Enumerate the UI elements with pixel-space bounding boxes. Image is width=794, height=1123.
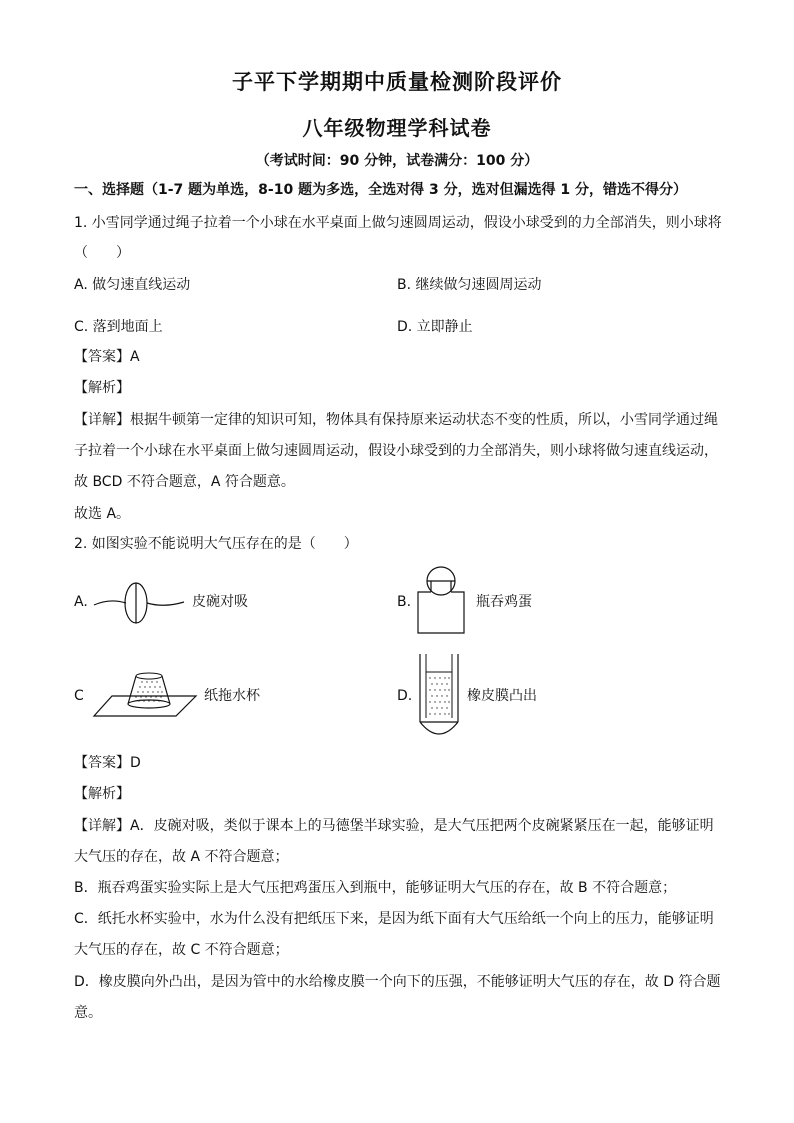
q2-option-c-letter: C [74,688,84,704]
q2-option-a-label: 皮碗对吸 [192,594,248,610]
q2-detail-line5: 大气压的存在，故 C 不符合题意； [74,942,289,958]
bottle-egg-figure [414,563,470,637]
q2-answer-tag: 【答案】 [74,755,130,771]
exam-subtitle: 八年级物理学科试卷 [302,116,492,140]
q1-analysis-tag: 【解析】 [74,380,130,396]
suction-cups-figure [92,578,192,628]
q1-stem-line2: （ ） [74,245,130,261]
q1-answer-tag: 【答案】 [74,349,130,365]
q2-option-b-letter: B. [397,594,412,610]
q1-detail-line1 [74,410,718,430]
q1-detail-line3: 故 BCD 不符合题意，A 符合题意。 [74,474,295,490]
q1-detail-text1: 根据牛顿第一定律的知识可知，物体具有保持原来运动状态不变的性质，所以，小雪同学通过绳 [130,412,718,428]
paper-cup-figure [92,666,198,720]
q2-option-d-letter: D. [397,688,413,704]
q1-detail-tag: 【详解】 [74,412,130,428]
q2-option-d-label: 橡皮膜凸出 [467,688,537,704]
q2-analysis-tag: 【解析】 [74,786,130,802]
q1-detail-line2: 子拉着一个小球在水平桌面上做匀速圆周运动，假设小球受到的力全部消失，则小球将做匀速直线运动， [74,443,718,459]
q2-answer [74,753,141,773]
q2-option-a-letter: A. [74,594,88,610]
q2-detail-text1: A．皮碗对吸，类似于课本上的马德堡半球实验，是大气压把两个皮碗紧紧压在一起，能够证明 [130,818,714,834]
exam-title: 子平下学期期中质量检测阶段评价 [232,70,562,94]
q2-detail-line1 [74,816,714,836]
q2-stem: 2. 如图实验不能说明大气压存在的是（ ） [74,536,358,552]
q2-detail-line6: D．橡皮膜向外凸出，是因为管中的水给橡皮膜一个向下的压强，不能够证明大气压的存在，故 D 符合题 [74,974,721,990]
section-heading: 一、选择题（1-7 题为单选，8-10 题为多选，全选对得 3 分，选对但漏选得 1 分，错选不得分） [74,182,688,198]
exam-info: （考试时间：90 分钟，试卷满分：100 分） [255,153,539,169]
q2-detail-line7: 意。 [74,1005,102,1021]
q2-option-c-label: 纸拖水杯 [204,688,260,704]
q1-stem-line1: 1. 小雪同学通过绳子拉着一个小球在水平桌面上做匀速圆周运动，假设小球受到的力全部消失，则小球将 [74,215,722,231]
membrane-tube-figure [416,652,462,740]
q1-answer-value: A [130,349,140,365]
q2-detail-line2: 大气压的存在，故 A 不符合题意； [74,849,289,865]
q2-detail-line4: C．纸托水杯实验中，水为什么没有把纸压下来，是因为纸下面有大气压给纸一个向上的压力，能够证明 [74,911,714,927]
q1-option-c: C. 落到地面上 [74,319,163,335]
q1-conclusion: 故选 A。 [74,506,131,522]
q2-option-b-label: 瓶吞鸡蛋 [476,594,532,610]
q1-option-d: D. 立即静止 [397,319,473,335]
q1-answer [74,347,140,367]
q2-detail-tag: 【详解】 [74,818,130,834]
q1-option-a: A. 做匀速直线运动 [74,277,191,293]
q2-answer-value: D [130,755,141,771]
q2-detail-line3: B．瓶吞鸡蛋实验实际上是大气压把鸡蛋压入到瓶中，能够证明大气压的存在，故 B 不符合题意； [74,880,677,896]
q1-option-b: B. 继续做匀速圆周运动 [397,277,542,293]
